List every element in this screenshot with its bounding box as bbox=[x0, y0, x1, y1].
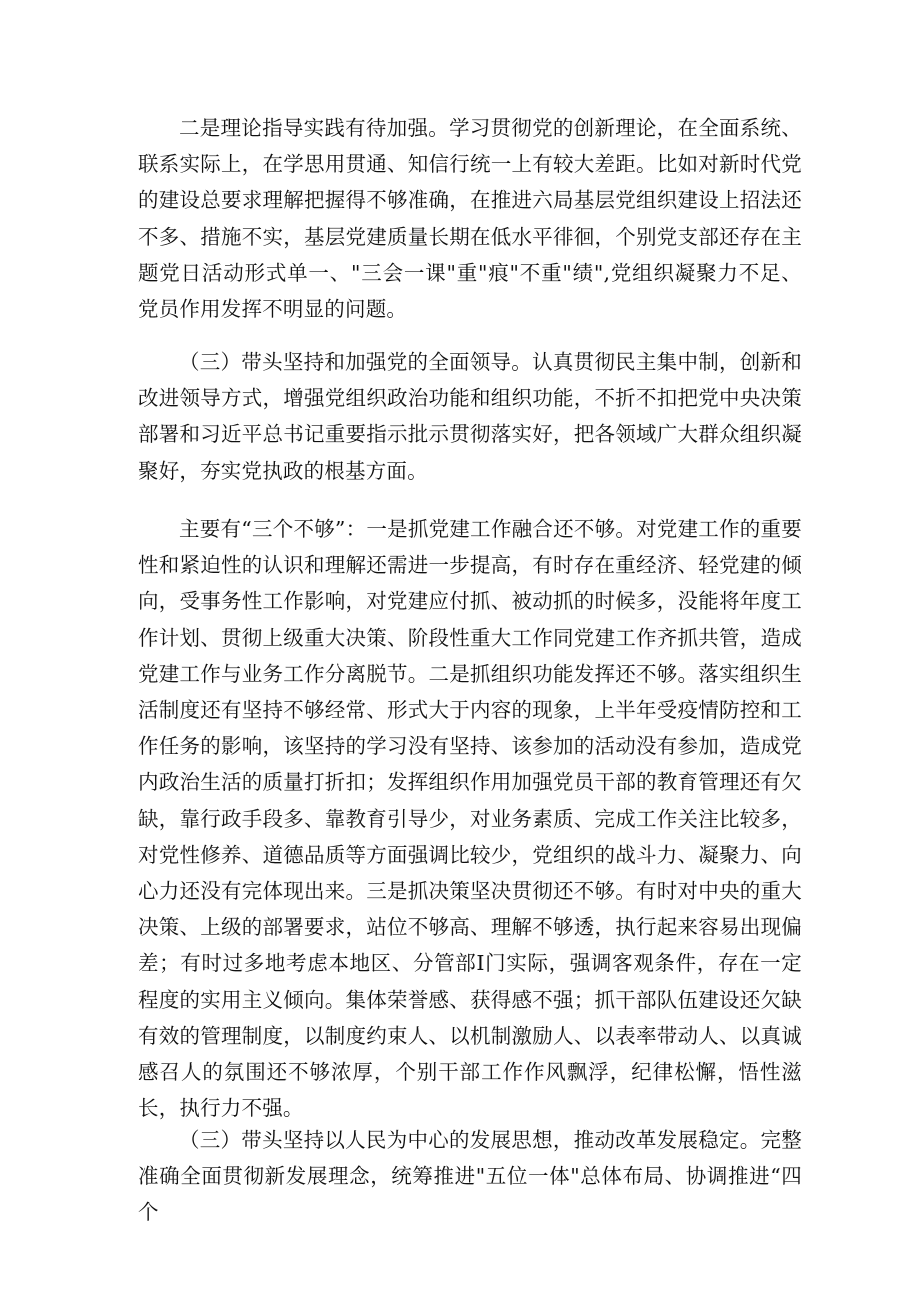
paragraph-three-shortcomings: 主要有“三个不够”：一是抓党建工作融合还不够。对党建工作的重要性和紧迫性的认识和理解还需进一步提高，有时存在重经济、轻党建的倾向，受事务性工作影响，对党建应付抓、被动抓的时候多，没能将年度工作计划、贯彻上级重大决策、阶段性重大工作同党建工作齐抓共管，造成党建工作与业务工作分离脱节。二是抓组织功能发挥还不够。落实组织生活制度还有坚持不够经常、形式大于内容的现象，上半年受疫情防控和工作任务的影响，该坚持的学习没有坚持、该参加的活动没有参加，造成党内政治生活的质量打折扣；发挥组织作用加强党员干部的教育管理还有欠缺，靠行政手段多、靠教育引导少，对业务素质、完成工作关注比较多，对党性修养、道德品质等方面强调比较少，党组织的战斗力、凝聚力、向心力还没有完体现出来。三是抓决策坚决贯彻还不够。有时对中央的重大决策、上级的部署要求，站位不够高、理解不够透，执行起来容易出现偏差；有时过多地考虑本地区、分管部I门实际，强调客观条件，存在一定程度的实用主义倾向。集体荣誉感、获得感不强；抓干部队伍建设还欠缺有效的管理制度，以制度约束人、以机制激励人、以表率带动人、以真诚感召人的氛围还不够浓厚，个别干部工作作风飘浮，纪律松懈，悟性滋长，执行力不强。 bbox=[138, 517, 802, 1121]
paragraph-people-centered: （三）带头坚持以人民为中心的发展思想，推动改革发展稳定。完整准确全面贯彻新发展理念，统筹推进"五位一体"总体布局、协调推进“四个 bbox=[138, 1128, 802, 1225]
paragraph-theory-guidance: 二是理论指导实践有待加强。学习贯彻党的创新理论，在全面系统、联系实际上，在学思用贯通、知信行统一上有较大差距。比如对新时代党的建设总要求理解把握得不够准确，在推进六局基层党组织建设上招法还不多、措施不实，基层党建质量长期在低水平徘徊，个别党支部还存在主题党日活动形式单一、"三会一课"重"痕"不重"绩",党组织凝聚力不足、党员作用发挥不明显的问题。 bbox=[138, 116, 802, 322]
paragraph-party-leadership: （三）带头坚持和加强党的全面领导。认真贯彻民主集中制，创新和改进领导方式，增强党组织政治功能和组织功能，不折不扣把党中央决策部署和习近平总书记重要指示批示贯彻落实好，把各领域广大群众组织凝聚好，夯实党执政的根基方面。 bbox=[138, 350, 802, 483]
